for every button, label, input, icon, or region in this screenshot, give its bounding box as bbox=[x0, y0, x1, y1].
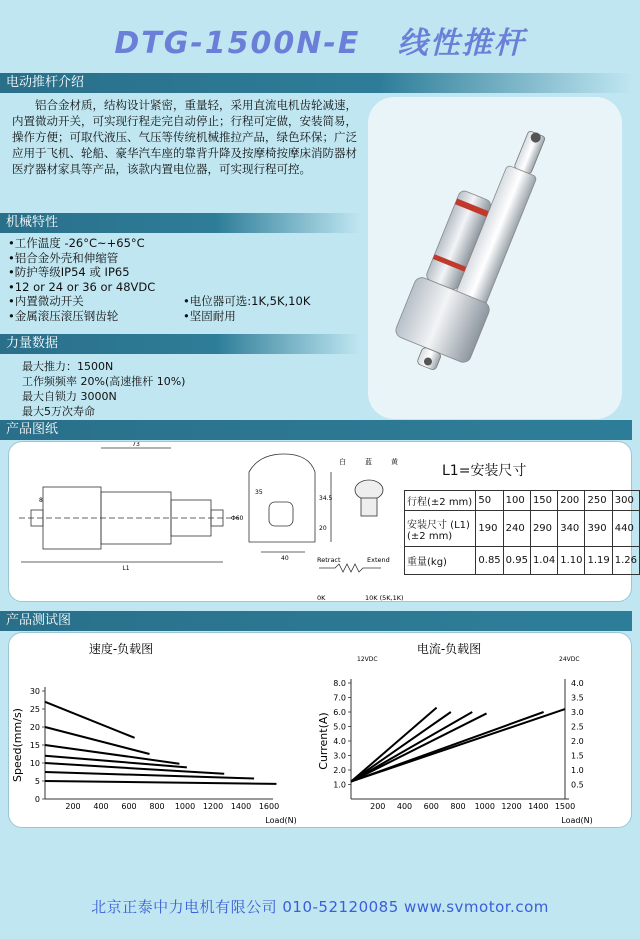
x-tick-label: 1400 bbox=[230, 802, 252, 811]
footer-contact: 北京正泰中力电机有限公司 010-52120085 www.svmotor.com bbox=[91, 898, 549, 916]
section-header-test: 产品测试图 bbox=[0, 611, 632, 631]
y-tick-label: 6.0 bbox=[333, 708, 346, 717]
x-tick-label: 400 bbox=[396, 802, 413, 811]
y-tick-label: 2.0 bbox=[333, 766, 346, 775]
right-unit-label: 24VDC bbox=[559, 656, 580, 663]
intro-text: 铝合金材质，结构设计紧密，重量轻，采用直流电机齿轮减速，内置微动开关，可实现行程走完自动停止；行程可定做，安装简易，操作方便；可取代液压、气压等传统机械推拉产品，绿色环保；广泛应用于飞机、轮船、豪华汽车座的靠背升降及按摩椅按摩床消防器材医疗器材家具等产品，该款内置电位器，可实现行程可控。 bbox=[12, 98, 357, 176]
dim-phi60: Φ60 bbox=[231, 515, 244, 522]
wire-blue: 蓝 bbox=[365, 458, 372, 466]
page-title bbox=[0, 18, 640, 62]
power-item: 最大自锁力 3000N bbox=[22, 390, 117, 403]
y-tick-label: 8.0 bbox=[333, 679, 346, 688]
table-cell: 250 bbox=[585, 491, 612, 511]
y-tick-label: 7.0 bbox=[333, 693, 346, 703]
x-tick-label: 1000 bbox=[474, 802, 495, 811]
left-unit-label: 12VDC bbox=[357, 656, 378, 663]
table-cell: 0.95 bbox=[503, 547, 530, 575]
mech-row bbox=[8, 294, 368, 309]
x-tick-label: 800 bbox=[450, 802, 466, 811]
chart-title: 速度-负载图 bbox=[88, 642, 154, 656]
test-charts bbox=[9, 633, 633, 829]
table-cell: 1.10 bbox=[558, 547, 585, 575]
x-tick-label: 400 bbox=[93, 802, 109, 811]
power-list bbox=[22, 359, 185, 419]
table-cell: 240 bbox=[503, 511, 530, 547]
series-line bbox=[351, 712, 451, 782]
table-cell: 行程(±2 mm) bbox=[405, 491, 476, 511]
table-cell: 1.04 bbox=[530, 547, 557, 575]
y-tick-label-right: 1.0 bbox=[571, 766, 584, 775]
product-photo bbox=[368, 97, 622, 419]
section-header-drawing: 产品图纸 bbox=[0, 420, 632, 440]
table-cell: 200 bbox=[558, 491, 585, 511]
dim-40: 40 bbox=[281, 555, 289, 562]
table-cell: 390 bbox=[585, 511, 612, 547]
x-tick-label: 600 bbox=[121, 802, 137, 811]
table-cell: 440 bbox=[612, 511, 639, 547]
wire-yellow: 黄 bbox=[391, 458, 398, 466]
y-axis-label: Speed(mm/s) bbox=[11, 708, 24, 782]
mech-item: •12 or 24 or 36 or 48VDC bbox=[8, 279, 156, 294]
x-tick-label: 1500 bbox=[554, 802, 576, 811]
retract-label: Retract bbox=[317, 556, 341, 564]
mech-item: •内置微动开关 bbox=[8, 294, 84, 308]
mechanical-list bbox=[8, 236, 368, 323]
y-tick-label: 30 bbox=[29, 687, 40, 696]
x-axis-label: Load(N) bbox=[561, 816, 593, 825]
table-cell: 0.85 bbox=[476, 547, 503, 575]
spec-table bbox=[404, 490, 640, 575]
y-tick-label: 5.0 bbox=[333, 722, 346, 732]
table-cell: 重量(kg) bbox=[405, 547, 476, 575]
dim-73: 73 bbox=[132, 442, 140, 448]
table-cell: 150 bbox=[530, 491, 557, 511]
extend-label: Extend bbox=[367, 556, 390, 564]
section-header-power: 力量数据 bbox=[0, 334, 360, 354]
product-name: 线性推杆 bbox=[397, 26, 526, 61]
dim-20: 20 bbox=[319, 525, 327, 532]
section-header-mechanical: 机械特性 bbox=[0, 213, 360, 233]
x-tick-label: 800 bbox=[149, 802, 165, 811]
series-line bbox=[45, 702, 135, 738]
potentiometer-symbol bbox=[319, 564, 381, 572]
mech-item: •工作温度 -26°C~+65°C bbox=[8, 236, 145, 250]
x-axis-label: Load(N) bbox=[265, 816, 297, 825]
mech-item: •电位器可选:1K,5K,10K bbox=[183, 294, 311, 308]
power-item: 工作频频率 20%(高速推杆 10%) bbox=[22, 375, 186, 388]
x-tick-label: 1200 bbox=[202, 802, 224, 811]
y-tick-label: 1.0 bbox=[333, 780, 346, 790]
y-tick-label: 0 bbox=[34, 795, 40, 804]
y-tick-label-right: 0.5 bbox=[571, 780, 584, 790]
y-tick-label: 25 bbox=[29, 705, 40, 714]
charts-panel bbox=[8, 632, 632, 828]
table-row bbox=[405, 491, 640, 511]
dim-35: 35 bbox=[255, 489, 263, 496]
y-tick-label-right: 1.5 bbox=[571, 751, 584, 761]
table-row bbox=[405, 547, 640, 575]
y-tick-label: 15 bbox=[29, 741, 40, 750]
y-tick-label-right: 2.5 bbox=[571, 722, 584, 732]
y-tick-label: 10 bbox=[29, 759, 40, 768]
table-cell: 安装尺寸 (L1)(±2 mm) bbox=[405, 511, 476, 547]
y-tick-label-right: 3.5 bbox=[571, 693, 584, 703]
chart-title: 电流-负载图 bbox=[416, 642, 482, 656]
x-tick-label: 1200 bbox=[501, 802, 522, 811]
y-tick-label: 20 bbox=[29, 723, 40, 732]
series-line bbox=[45, 727, 150, 754]
power-item: 最大5万次寿命 bbox=[22, 405, 95, 418]
dim-l1: L1 bbox=[122, 565, 130, 572]
table-cell: 300 bbox=[612, 491, 639, 511]
section-header-intro: 电动推杆介绍 bbox=[0, 73, 632, 93]
x-tick-label: 200 bbox=[65, 802, 81, 811]
mech-item: •铝合金外壳和伸缩管 bbox=[8, 250, 119, 265]
pot-10k-label: 10K (5K,1K) bbox=[365, 594, 404, 602]
wire-white: 白 bbox=[339, 458, 346, 466]
y-tick-label: 5 bbox=[34, 777, 40, 786]
dim-8: 8 bbox=[39, 497, 43, 504]
series-line bbox=[45, 781, 276, 784]
table-cell: 100 bbox=[503, 491, 530, 511]
x-tick-label: 1000 bbox=[174, 802, 196, 811]
table-cell: 50 bbox=[476, 491, 503, 511]
mech-item: •防护等级IP54 或 IP65 bbox=[8, 265, 130, 279]
table-cell: 290 bbox=[530, 511, 557, 547]
table-cell: 1.19 bbox=[585, 547, 612, 575]
table-cell: 340 bbox=[558, 511, 585, 547]
model-name: DTG-1500N-E bbox=[114, 26, 361, 61]
mech-item: •坚固耐用 bbox=[183, 308, 236, 323]
table-row bbox=[405, 511, 640, 547]
spec-title: L1=安装尺寸 bbox=[442, 463, 527, 479]
y-axis-label: Current(A) bbox=[317, 712, 330, 770]
y-tick-label: 4.0 bbox=[333, 737, 346, 746]
power-item: 最大推力：1500N bbox=[22, 360, 114, 373]
y-tick-label-right: 3.0 bbox=[571, 708, 584, 717]
dim-34-5: 34.5 bbox=[319, 495, 333, 502]
x-tick-label: 1600 bbox=[258, 802, 280, 811]
y-tick-label: 3.0 bbox=[333, 751, 346, 761]
y-tick-label-right: 2.0 bbox=[571, 737, 584, 746]
table-cell: 1.26 bbox=[612, 547, 639, 575]
pot-0k-label: 0K bbox=[317, 594, 326, 602]
y-tick-label-right: 4.0 bbox=[571, 679, 584, 688]
mech-item: •金属滚压滚压钢齿轮 bbox=[8, 308, 119, 323]
mech-row bbox=[8, 309, 368, 324]
x-tick-label: 1400 bbox=[528, 802, 549, 811]
table-cell: 190 bbox=[476, 511, 503, 547]
x-tick-label: 200 bbox=[370, 802, 386, 811]
x-tick-label: 600 bbox=[423, 802, 439, 811]
actuator-illustration bbox=[368, 97, 622, 419]
